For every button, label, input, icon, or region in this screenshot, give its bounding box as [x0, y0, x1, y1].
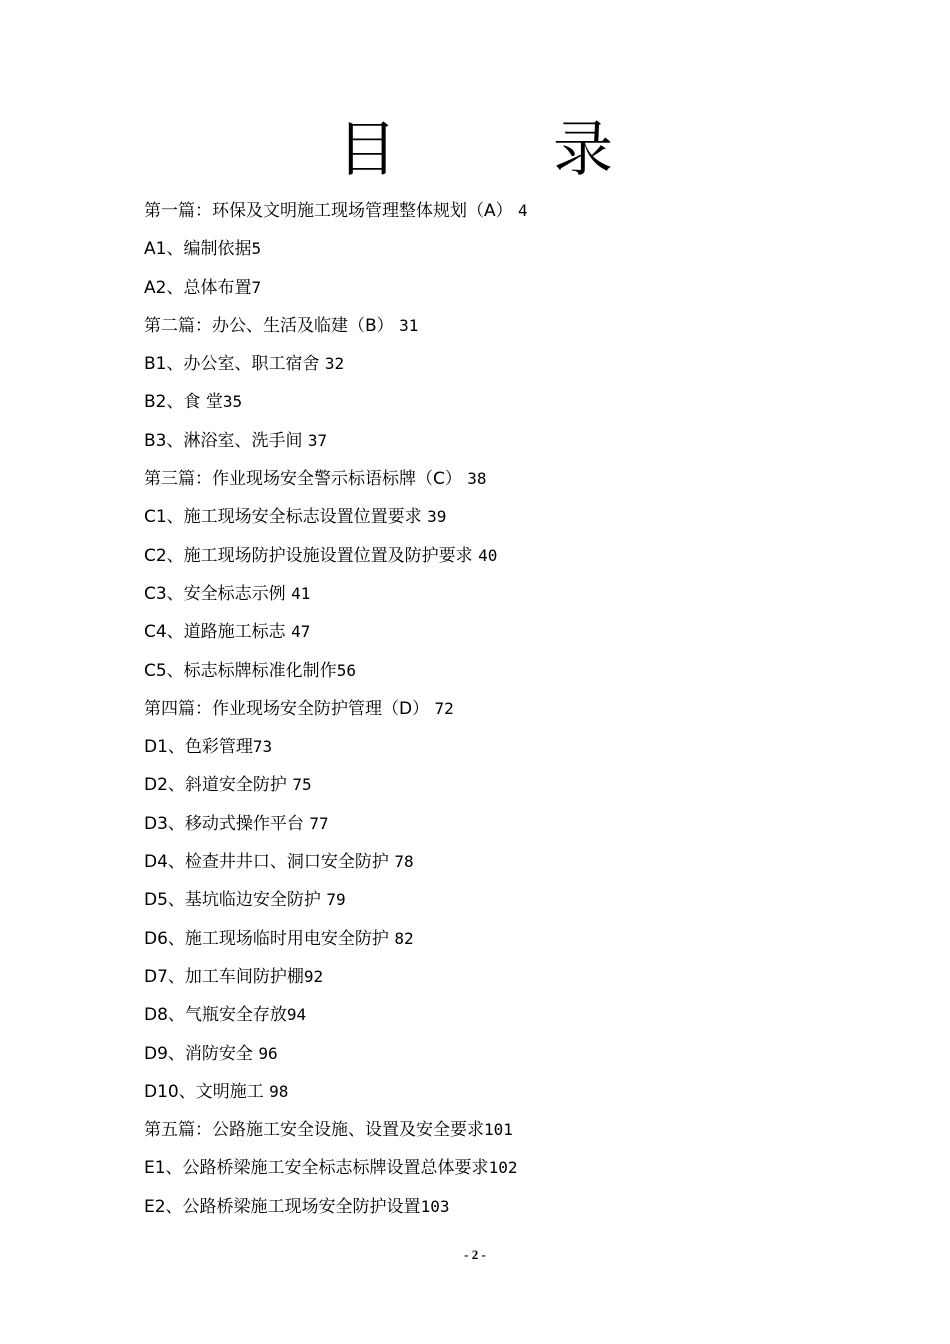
toc-entry-text: D5、基坑临边安全防护 — [144, 890, 321, 911]
toc-entry-page: 78 — [394, 852, 414, 872]
toc-entry-page: 102 — [488, 1158, 518, 1178]
toc-entry[interactable] — [144, 427, 904, 465]
toc-entry-text: D4、检查井井口、洞口安全防护 — [144, 852, 389, 873]
toc-entry[interactable] — [144, 1193, 904, 1231]
toc-entry-text: 第二篇：办公、生活及临建（B） — [144, 315, 394, 336]
toc-entry-text: C1、施工现场安全标志设置位置要求 — [144, 507, 422, 528]
toc-entry-text: D8、气瓶安全存放 — [144, 1005, 287, 1026]
toc-entry[interactable] — [144, 388, 904, 426]
toc-entry-page: 7 — [251, 277, 262, 297]
toc-entry[interactable] — [144, 1078, 904, 1116]
toc-entry-page: 56 — [336, 660, 356, 680]
toc-entry[interactable] — [144, 503, 904, 541]
toc-entry-text: 第五篇：公路施工安全设施、设置及安全要求 — [144, 1120, 484, 1141]
toc-entry-page: 31 — [399, 315, 419, 335]
toc-entry[interactable] — [144, 1001, 904, 1039]
page-title: 目 录 — [337, 115, 661, 185]
toc-entry-text: D1、色彩管理 — [144, 737, 253, 758]
toc-entry-text: C4、道路施工标志 — [144, 622, 286, 643]
toc-entry-page: 79 — [326, 890, 346, 910]
toc-entry-text: D3、移动式操作平台 — [144, 813, 304, 834]
toc-entry-page: 4 — [518, 201, 528, 220]
toc-entry-text: B2、食 堂 — [144, 392, 223, 413]
toc-entry-text: 第一篇：环保及文明施工现场管理整体规划（A） — [144, 201, 513, 221]
toc-entry-page: 94 — [286, 1005, 307, 1025]
toc-entry-page: 77 — [309, 813, 329, 833]
toc-entry-text: D6、施工现场临时用电安全防护 — [144, 928, 389, 949]
toc-entry-text: C3、安全标志示例 — [144, 583, 286, 604]
toc-entry-text: E1、公路桥梁施工安全标志标牌设置总体要求 — [144, 1158, 489, 1179]
toc-entry-text: D10、文明施工 — [144, 1081, 264, 1102]
toc-entry[interactable] — [144, 274, 904, 312]
toc-entry-text: 第三篇：作业现场安全警示标语标牌（C） — [144, 469, 462, 490]
toc-entry-page: 41 — [291, 583, 311, 603]
toc-entry[interactable] — [144, 963, 904, 1001]
toc-entry-page: 72 — [434, 698, 454, 718]
toc-entry[interactable] — [144, 542, 904, 580]
toc-entry-page: 47 — [291, 622, 311, 642]
toc-entry-text: E2、公路桥梁施工现场安全防护设置 — [144, 1196, 421, 1217]
toc-entry[interactable] — [144, 848, 904, 886]
toc-entry-page: 39 — [427, 507, 447, 527]
toc-entry-page: 92 — [303, 966, 324, 986]
toc-entry[interactable] — [144, 197, 904, 235]
toc-entry[interactable] — [144, 657, 904, 695]
toc-entry-text: D9、消防安全 — [144, 1043, 253, 1064]
toc-entry[interactable] — [144, 733, 904, 771]
toc-entry-text: D2、斜道安全防护 — [144, 775, 287, 796]
toc-entry-text: C5、标志标牌标准化制作 — [144, 660, 337, 681]
toc-entry[interactable] — [144, 465, 904, 503]
toc-entry-text: B1、办公室、职工宿舍 — [144, 354, 320, 375]
toc-entry[interactable] — [144, 235, 904, 273]
toc-entry-page: 38 — [467, 469, 487, 489]
toc-entry-page: 32 — [324, 354, 345, 374]
toc-entry[interactable] — [144, 580, 904, 618]
toc-entry-text: A1、编制依据 — [144, 239, 252, 260]
toc-entry-page: 40 — [478, 545, 498, 565]
toc-entry[interactable] — [144, 350, 904, 388]
toc-entry[interactable] — [144, 312, 904, 350]
toc-entry[interactable] — [144, 771, 904, 809]
toc-entry-page: 73 — [252, 737, 273, 757]
toc-entry-text: D7、加工车间防护棚 — [144, 966, 304, 987]
toc-entry-page: 98 — [269, 1081, 289, 1101]
toc-entry-page: 35 — [222, 392, 243, 412]
toc-entry-text: 第四篇：作业现场安全防护管理（D） — [144, 698, 430, 719]
toc-entry-text: C2、施工现场防护设施设置位置及防护要求 — [144, 545, 473, 566]
toc-entry-page: 96 — [258, 1043, 278, 1063]
toc-entry[interactable] — [144, 1116, 904, 1154]
toc-entry-text: B3、淋浴室、洗手间 — [144, 430, 303, 451]
toc-entry-page: 37 — [307, 430, 328, 450]
toc-entry[interactable] — [144, 810, 904, 848]
toc-entry-page: 82 — [394, 928, 414, 948]
toc-entry-page: 103 — [420, 1196, 450, 1216]
toc-entry[interactable] — [144, 618, 904, 656]
toc-entry-page: 5 — [251, 239, 262, 259]
toc-entry[interactable] — [144, 925, 904, 963]
toc-entry-page: 101 — [484, 1120, 513, 1140]
toc-entry-page: 75 — [292, 775, 312, 795]
toc-entry[interactable] — [144, 1040, 904, 1078]
toc-entry[interactable] — [144, 695, 904, 733]
table-of-contents — [144, 197, 904, 1231]
page-number: - 2 - — [464, 1247, 486, 1262]
toc-entry-text: A2、总体布置 — [144, 277, 252, 298]
toc-entry[interactable] — [144, 886, 904, 924]
toc-entry[interactable] — [144, 1154, 904, 1192]
